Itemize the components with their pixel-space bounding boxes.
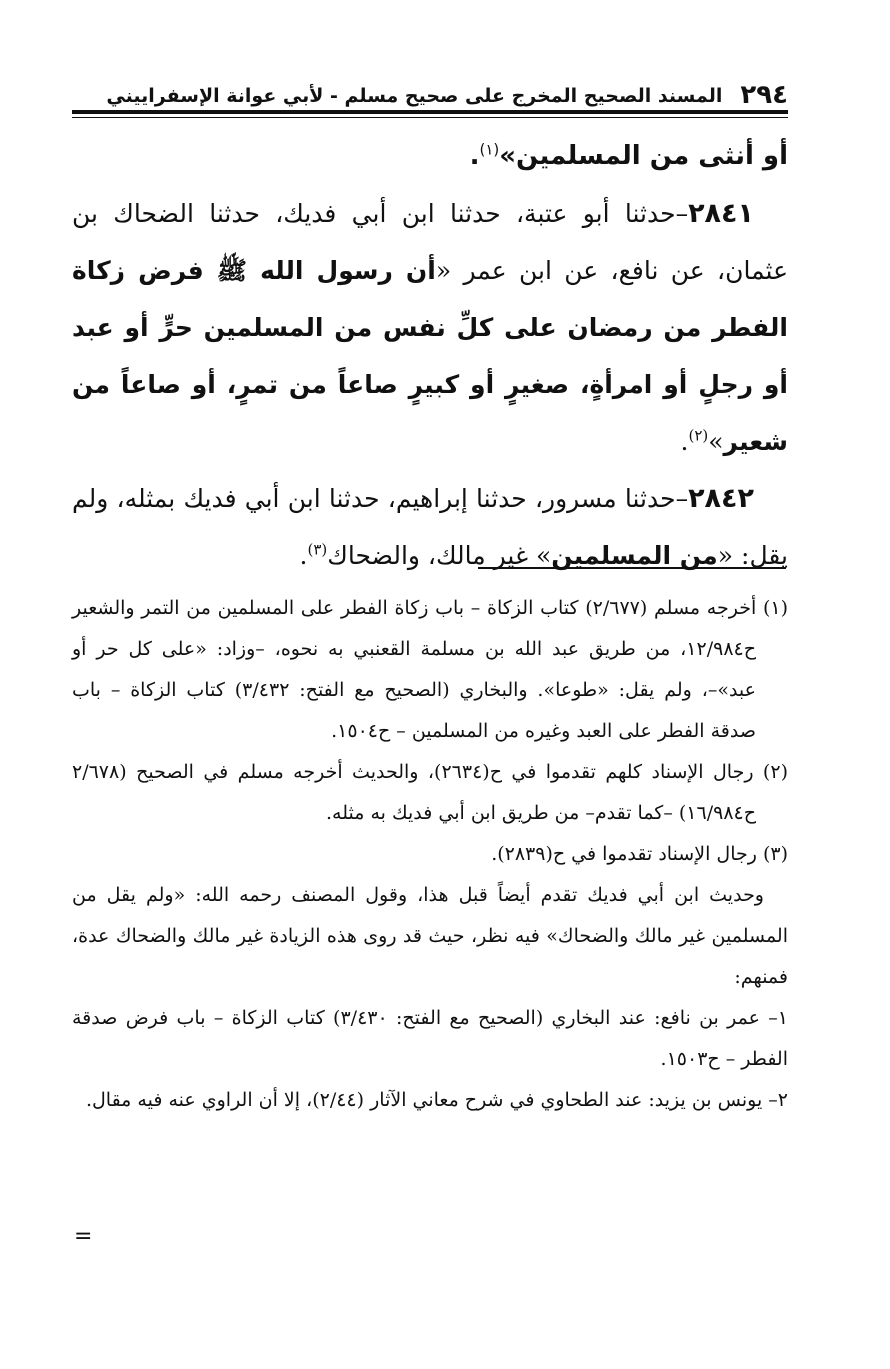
footnote-2: (٢) رجال الإسناد كلهم تقدموا في ح(٢٦٣٤)، والحديث أخرجه مسلم في الصحيح (٢/٦٧٨ ح١٦/٩٨٤) –كما تقدم– من طريق ابن أبي فديك به مثله. xyxy=(72,761,788,824)
footnotes-section xyxy=(72,588,788,1121)
hadith-2841-isnad: –حدثنا أبو عتبة، حدثنا ابن أبي فديك، حدثنا الضحاك بن عثمان، عن نافع، عن ابن عمر « xyxy=(72,199,788,285)
main-text xyxy=(72,128,788,584)
running-title: المسند الصحيح المخرج على صحيح مسلم - لأبي عوانة الإسفراييني xyxy=(106,85,723,107)
hadith-2841 xyxy=(72,185,788,470)
hadith-2842-text-before: –حدثنا مسرور، حدثنا إبراهيم، حدثنا ابن أبي فديك بمثله، ولم يقل: « xyxy=(72,484,788,570)
footnote-note-item-2: ٢– يونس بن يزيد: عند الطحاوي في شرح معاني الآثار (٢/٤٤)، إلا أن الراوي عنه فيه مقال. xyxy=(85,1089,788,1111)
footnote-1: (١) أخرجه مسلم (٢/٦٧٧) كتاب الزكاة – باب زكاة الفطر على المسلمين من التمر والشعير ح١٢/٩٨٤، من طريق عبد الله بن مسلمة القعنبي به نحوه، –وزاد: «على كل حر أو عبد»–، ولم يقل: «طوعا». والبخاري (الصحيح مع الفتح: ٣/٤٣٢) كتاب الزكاة – باب صدقة الفطر على العبد وغيره من المسلمين – ح١٥٠٤. xyxy=(72,597,788,742)
hadith-2842-end: . xyxy=(299,541,308,570)
footnote-ref-2: (٢) xyxy=(688,426,709,445)
continuation-end: . xyxy=(469,141,480,171)
footnote-separator xyxy=(478,567,786,569)
continuation-line xyxy=(72,128,788,185)
footnote-ref-1: (١) xyxy=(479,140,500,159)
footnote-ref-3: (٣) xyxy=(307,540,328,559)
page-end-marker: = xyxy=(74,1224,93,1249)
header-rule-thick xyxy=(72,110,788,114)
footnote-note-paragraph: وحديث ابن أبي فديك تقدم أيضاً قبل هذا، وقول المصنف رحمه الله: «ولم يقل من المسلمين غير مالك والضحاك» فيه نظر، حيث قد روى هذه الزيادة غير مالك والضحاك عدة، فمنهم: xyxy=(72,884,788,988)
hadith-number-2842: ٢٨٤٢ xyxy=(688,483,754,514)
hadith-2842-text-after: » غير مالك، والضحاك xyxy=(327,541,552,570)
hadith-2842-bold-phrase: من المسلمين xyxy=(551,541,718,570)
hadith-number-2841: ٢٨٤١ xyxy=(688,198,754,229)
continuation-text: أو أنثى من المسلمين» xyxy=(499,141,788,171)
header-rule-thin xyxy=(72,117,788,118)
hadith-2841-matn: أن رسول الله ﷺ فرض زكاة الفطر من رمضان على كلِّ نفس من المسلمين حرٍّ أو عبد أو رجلٍ أو امرأةٍ، صغيرٍ أو كبيرٍ صاعاً من تمرٍ، أو صاعاً من شعير xyxy=(72,256,788,456)
footnote-note-item-1: ١– عمر بن نافع: عند البخاري (الصحيح مع الفتح: ٣/٤٣٠) كتاب الزكاة – باب فرض صدقة الفطر – ح١٥٠٣. xyxy=(72,1007,788,1070)
footnote-3: (٣) رجال الإسناد تقدموا في ح(٢٨٣٩). xyxy=(491,843,788,865)
page-number: ٢٩٤ xyxy=(740,80,788,110)
hadith-2841-close: » xyxy=(708,427,724,456)
hadith-2841-end: . xyxy=(680,427,689,456)
running-header xyxy=(72,74,788,110)
